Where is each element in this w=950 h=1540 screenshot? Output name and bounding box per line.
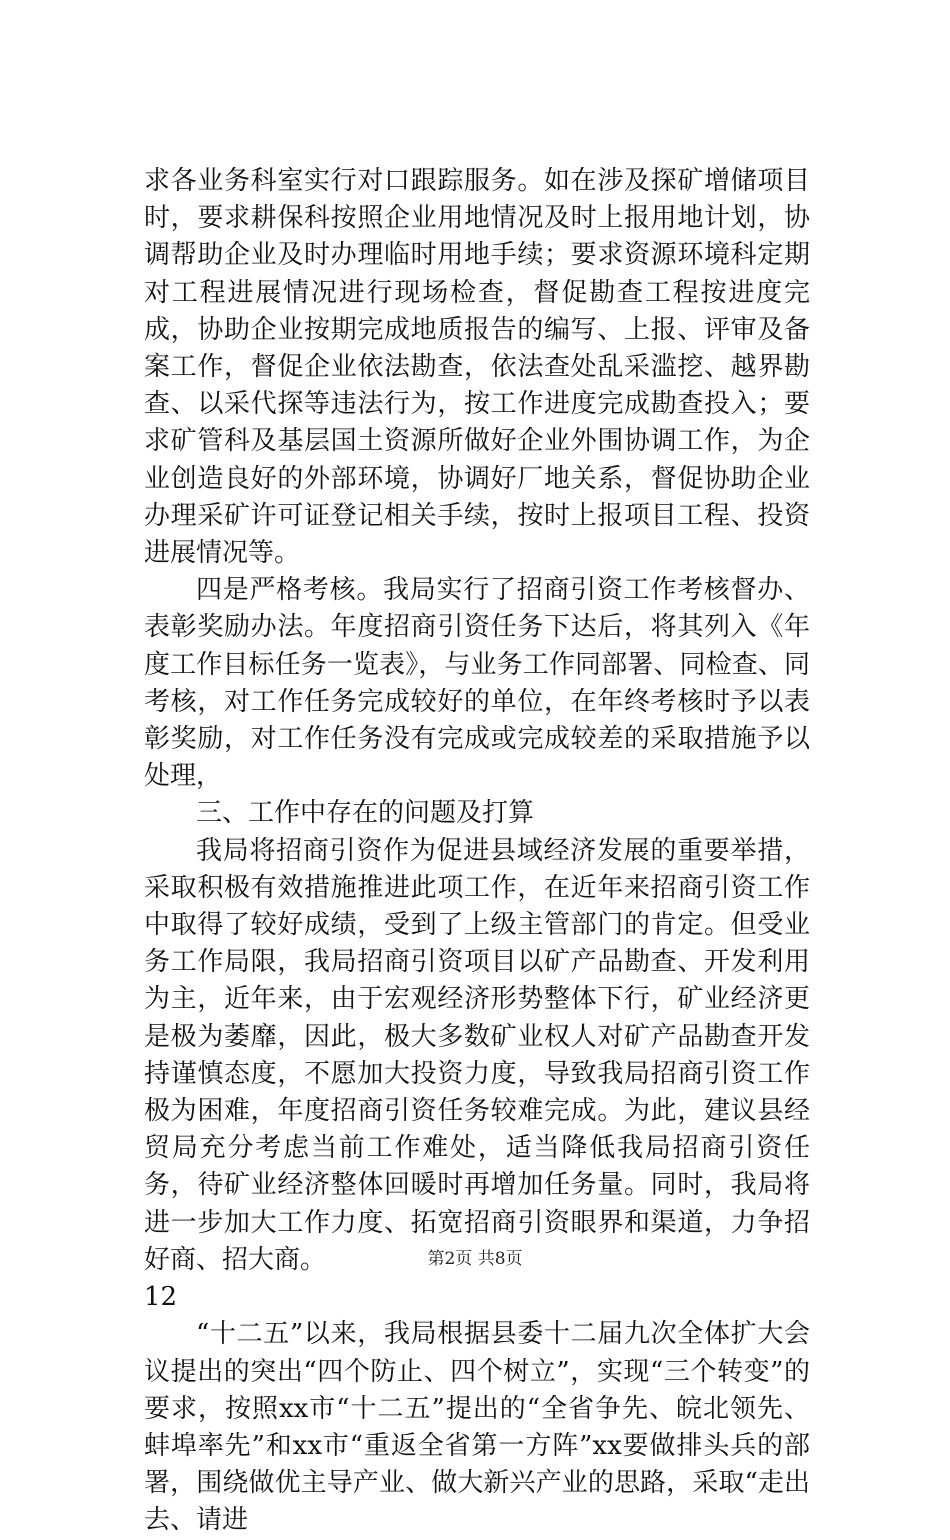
section-heading-problems: 三、工作中存在的问题及打算 xyxy=(196,798,535,829)
paragraph-problems-plans: 我局将招商引资作为促进县域经济发展的重要举措，采取积极有效措施推进此项工作，在近年来招商引资工作中取得了较好成绩，受到了上级主管部门的肯定。但受业务工作局限，我局招商引资项目以矿产品勘查、开发利用为主，近年来，由于宏观经济形势整体下行，矿业经济更是极为萎靡，因此，极大多数矿业权人对矿产品勘查开发持谨慎态度，不愿加大投资力度，导致我局招商引资工作极为困难，年度招商引资任务较难完成。为此，建议县经贸局充分考虑当前工作难处，适当降低我局招商引资任务，待矿业经济整体回暖时再增加任务量。同时，我局将进一步加大工作力度、拓宽招商引资眼界和渠道，力争招好商、招大商。 xyxy=(144,835,810,1275)
inline-number: 12 xyxy=(144,1282,178,1313)
paragraph-service-tracking: 求各业务科室实行对口跟踪服务。如在涉及探矿增储项目时，要求耕保科按照企业用地情况及时上报用地计划，协调帮助企业及时办理临时用地手续；要求资源环境科定期对工程进展情况进行现场检查，督促勘查工程按进度完成，协助企业按期完成地质报告的编写、上报、评审及备案工作，督促企业依法勘查，依法查处乱采滥挖、越界勘查、以采代探等违法行为，按工作进度完成勘查投入；要求矿管科及基层国土资源所做好企业外围协调工作，为企业创造良好的外部环境，协调好厂地关系，督促协助企业办理采矿许可证登记相关手续，按时上报项目工程、投资进展情况等。 xyxy=(144,166,810,569)
page-footer: 第2页 共8页 xyxy=(427,1249,523,1269)
paragraph-strict-assessment: 四是严格考核。我局实行了招商引资工作考核督办、表彰奖励办法。年度招商引资任务下达后，将其列入《年度工作目标任务一览表》，与业务工作同部署、同检查、同考核，对工作任务完成较好的单位，在年终考核时予以表彰奖励，对工作任务没有完成或完成较差的采取措施予以处理， xyxy=(144,575,810,792)
document-body xyxy=(144,163,810,1540)
paragraph-twelfth-five-year: “十二五”以来，我局根据县委十二届九次全体扩大会议提出的突出“四个防止、四个树立”，实现“三个转变”的要求，按照xx市“十二五”提出的“全省争先、皖北领先、蚌埠率先”和xx市“重返全省第一方阵”xx要做排头兵的部署，围绕做优主导产业、做大新兴产业的思路，采取“走出去、请进 xyxy=(144,1319,810,1536)
